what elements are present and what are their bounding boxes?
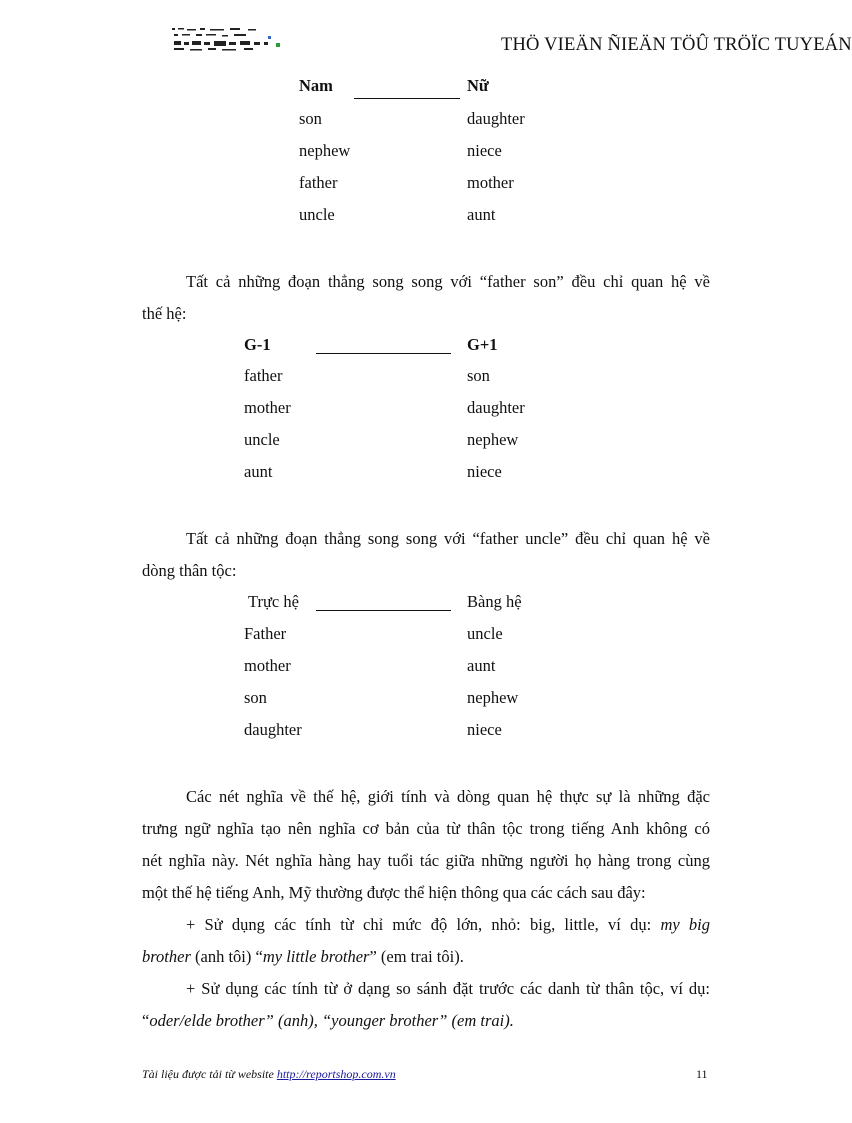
table-row-cell: mother bbox=[467, 173, 514, 192]
header-title: THÖ VIEÄN ÑIEÄN TÖÛ TRÖÏC TUYEÁN bbox=[501, 35, 852, 55]
footer-link[interactable]: http://reportshop.com.vn bbox=[276, 1067, 396, 1081]
table-gender-header-male: Nam bbox=[299, 76, 333, 95]
page-number: 11 bbox=[696, 1067, 708, 1081]
footer-note: Tài liệu được tải từ website http://reportshop.com.vn bbox=[142, 1067, 396, 1081]
paragraph-line: brother (anh tôi) “my little brother” (em trai tôi). bbox=[142, 947, 464, 966]
paragraph-line: Tất cả những đoạn thẳng song song với “father uncle” đều chỉ quan hệ về bbox=[186, 529, 710, 548]
table-row-cell: nephew bbox=[299, 141, 351, 160]
paragraph-comparatives bbox=[142, 973, 710, 1037]
table-row-cell: daughter bbox=[467, 109, 525, 128]
table-row-cell: niece bbox=[467, 141, 502, 160]
paragraph-line: một thế hệ tiếng Anh, Mỹ thường được thể hiện thông qua các cách sau đây: bbox=[142, 883, 646, 902]
table-row-cell: niece bbox=[467, 462, 502, 481]
table-row-cell: nephew bbox=[467, 430, 519, 449]
table-row-cell: mother bbox=[244, 656, 291, 675]
paragraph-line: Tất cả những đoạn thẳng song song với “father son” đều chỉ quan hệ về bbox=[186, 272, 710, 291]
table-row-cell: aunt bbox=[467, 656, 496, 675]
paragraph-line: thế hệ: bbox=[142, 304, 187, 323]
table-row-cell: son bbox=[299, 109, 322, 128]
paragraph-generation-intro bbox=[142, 266, 710, 330]
table-lineage-header-left: Trực hệ bbox=[248, 592, 299, 611]
table-row-cell: uncle bbox=[244, 430, 280, 449]
paragraph-line: trưng ngữ nghĩa tạo nên nghĩa cơ bản của từ thân tộc trong tiếng Anh không có bbox=[142, 819, 710, 838]
table-row-cell: father bbox=[244, 366, 283, 385]
paragraph-adjectives bbox=[142, 909, 710, 973]
table-row-cell: son bbox=[244, 688, 267, 707]
paragraph-line: + Sử dụng các tính từ chỉ mức độ lớn, nhỏ: big, little, ví dụ: my big bbox=[186, 915, 710, 934]
paragraph-line: nét nghĩa này. Nét nghĩa hàng hay tuổi tác giữa những người họ hàng trong cùng bbox=[142, 851, 710, 870]
table-row-cell: Father bbox=[244, 624, 287, 643]
table-lineage-header-right: Bàng hệ bbox=[467, 592, 522, 611]
paragraph-line: dòng thân tộc: bbox=[142, 561, 237, 580]
paragraph-lineage-intro bbox=[142, 523, 710, 587]
table-row-cell: niece bbox=[467, 720, 502, 739]
paragraph-semantic-features bbox=[142, 781, 710, 909]
site-logo bbox=[160, 26, 288, 54]
table-gender-header-female: Nữ bbox=[467, 76, 489, 95]
table-gender-divider bbox=[354, 98, 460, 99]
table-row-cell: aunt bbox=[244, 462, 273, 481]
table-row-cell: uncle bbox=[299, 205, 335, 224]
paragraph-line: “oder/elde brother” (anh), “younger brother” (em trai). bbox=[142, 1011, 514, 1030]
logo-icon bbox=[160, 26, 288, 54]
table-lineage-divider bbox=[316, 610, 451, 611]
table-row-cell: daughter bbox=[244, 720, 302, 739]
paragraph-line: Các nét nghĩa về thế hệ, giới tính và dòng quan hệ thực sự là những đặc bbox=[186, 787, 710, 806]
table-row-cell: son bbox=[467, 366, 490, 385]
table-generation-divider bbox=[316, 353, 451, 354]
table-row-cell: father bbox=[299, 173, 338, 192]
table-generation-header-right: G+1 bbox=[467, 335, 498, 354]
table-row-cell: daughter bbox=[467, 398, 525, 417]
table-row-cell: uncle bbox=[467, 624, 503, 643]
table-row-cell: aunt bbox=[467, 205, 496, 224]
paragraph-line: + Sử dụng các tính từ ở dạng so sánh đặt trước các danh từ thân tộc, ví dụ: bbox=[186, 979, 710, 998]
table-row-cell: nephew bbox=[467, 688, 519, 707]
table-row-cell: mother bbox=[244, 398, 291, 417]
table-generation-header-left: G-1 bbox=[244, 335, 271, 354]
